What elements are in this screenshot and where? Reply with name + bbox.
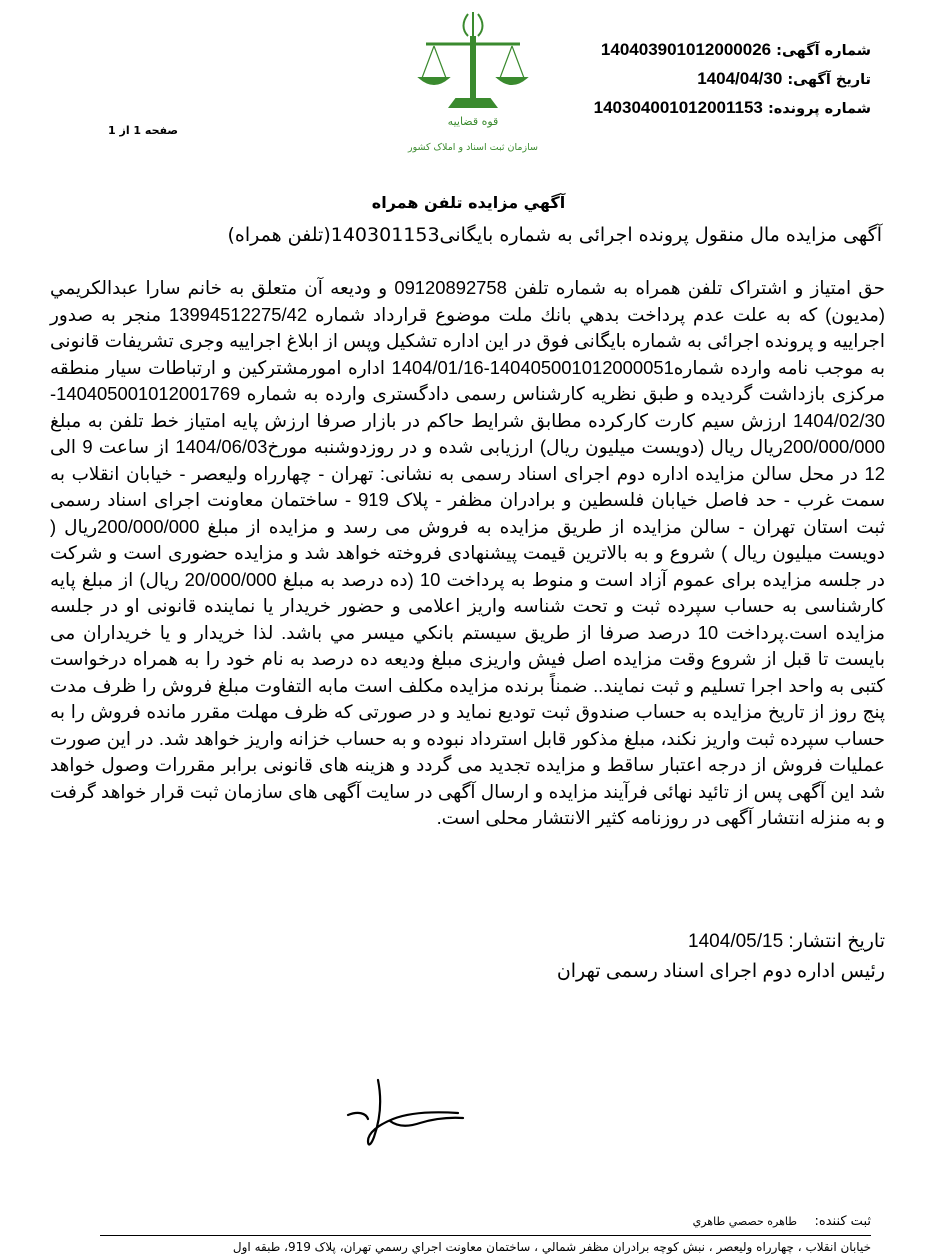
case-number-label: شماره پرونده: xyxy=(767,101,871,117)
emblem-text-1: قوه قضاییه xyxy=(447,115,499,128)
page-indicator: صفحه 1 از 1 xyxy=(108,124,179,137)
case-number-row xyxy=(594,94,871,123)
case-number: 140304001012001153 xyxy=(593,98,763,117)
emblem-text-2: سازمان ثبت اسناد و املاک کشور xyxy=(408,142,538,153)
publication-date: 1404/05/15 xyxy=(688,931,784,952)
notice-date: 1404/04/30 xyxy=(697,69,783,88)
signer-title: رئیس اداره دوم اجرای اسناد رسمی تهران xyxy=(556,961,885,982)
judiciary-emblem-icon xyxy=(398,4,548,164)
notice-date-row xyxy=(594,65,871,94)
notice-title: آگهي مزايده تلفن همراه xyxy=(371,193,566,212)
notice-subtitle: آگهی مزایده مال منقول پرونده اجرائی به شماره بایگانی140301153(تلفن همراه) xyxy=(227,224,882,246)
office-address: خيابان انقلاب ، چهارراه وليعصر ، نبش كوچه برادران مظفر شمالي ، ساختمان معاونت اجراي رسمي تهران، پلاک 919، طبقه اول xyxy=(232,1240,871,1254)
publication-date-label: تاریخ انتشار: xyxy=(788,931,885,952)
publication-date-line xyxy=(688,930,885,953)
notice-number-label: شماره آگهی: xyxy=(776,43,871,59)
handwritten-signature-icon xyxy=(338,1075,468,1155)
registrar-line xyxy=(693,1214,871,1229)
notice-body: حق امتیاز و اشتراک تلفن همراه به شماره تلفن 09120892758 و ودیعه آن متعلق به خانم سارا عبدالکريمي (مدیون) که به علت عدم پرداخت بدهي بانك ملت موضوع قرارداد شماره 13994512275/42 منجر به صدور اجراییه و پرونده اجرائی به شماره بایگانی فوق در این اداره تشکیل وپس از ابلاغ اجراییه وجری تشریفات قانونی به موجب نامه وارده شماره140405001012000051-1404/01/16 اداره امورمشترکین و ارتباطات سیار منطقه مرکزی بازداشت گردیده و طبق نظریه کارشناس رسمی دادگستری وارده به شماره 140405001012001769-1404/02/30 ارزش سیم کارت کارکرده مطابق شرایط حاکم در بازار صرفا ارزش پایه امتیاز خط تلفن به مبلغ 200/000/000ریال ریال (دویست میلیون ریال) ارزیابی شده و در روزدوشنبه مورخ1404/06/03 از ساعت 9 الی 12 در محل سالن مزایده اداره دوم اجرای اسناد رسمی به نشانی: تهران - چهارراه ولیعصر - خیابان انقلاب به سمت غرب - حد فاصل خیابان فلسطین و برادران مظفر - پلاک 919 - ساختمان معاونت اجرای اسناد رسمی ثبت استان تهران - سالن مزایده از طریق مزایده به فروش می رسد و مزایده از مبلغ 200/000/000ریال ( دویست میلیون ریال ) شروع و به بالاترین قیمت پیشنهادی فروخته خواهد شد و مزایده حضوری است و شرکت در جلسه مزایده برای عموم آزاد است و منوط به پرداخت 10 (ده درصد به مبلغ 20/000/000 ریال) از مبلغ پایه کارشناسی به حساب سپرده ثبت و تحت شناسه واریز اعلامی و حضور خریدار یا نماینده قانونی او در جلسه مزایده است.پرداخت 10 درصد صرفا از طریق سیستم بانکي میسر مي باشد. لذا خریدار و یا خریداران می بایست تا قبل از شروع وقت مزایده اصل فیش واریزی مبلغ ودیعه ده درصد به نام خود را به همراه درخواست کتبی به واحد اجرا تسلیم و ثبت نمایند.. ضمناً برنده مزایده مکلف است مابه التفاوت مبلغ فروش را ظرف مدت پنج روز از تاریخ مزایده به حساب صندوق ثبت تودیع نماید و در صورتی که ظرف مهلت مقرر مانده فروش را به حساب سپرده ثبت واریز نکند، مبلغ مذکور قابل استرداد نبوده و به حساب خزانه واریز خواهد شد. در این صورت عملیات فروش از درجه اعتبار ساقط و مزایده تجدید می گردد و هزینه های قانونی برابر مقررات وصول خواهد شد این آگهی پس از تائید نهائی فرآیند مزایده و ارسال آگهی در سایت آگهی های سازمان ثبت قرار خواهد گرفت و به منزله انتشار آگهی در روزنامه کثیر الانتشار محلی است. xyxy=(50,277,885,828)
notice-date-label: تاریخ آگهی: xyxy=(787,72,871,88)
notice-metadata xyxy=(594,36,871,123)
registrar-label: ثبت کننده: xyxy=(814,1214,871,1229)
footer-divider xyxy=(100,1235,871,1236)
registrar-name: طاهره حصصي طاهري xyxy=(692,1215,797,1228)
notice-number-row xyxy=(594,36,871,65)
notice-number: 140403901012000026 xyxy=(600,40,772,59)
